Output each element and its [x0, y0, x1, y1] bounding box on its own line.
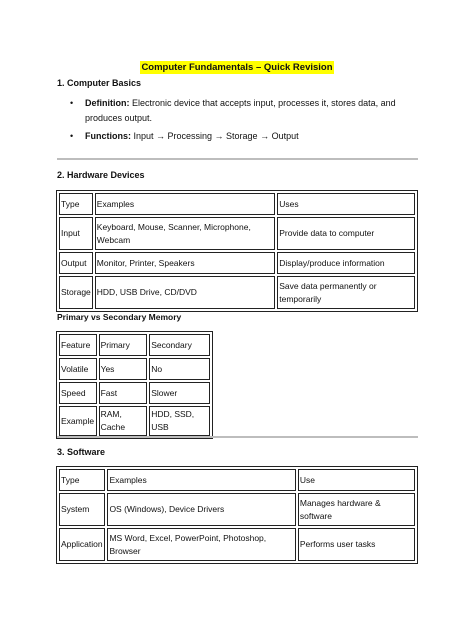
table-cell: Input: [59, 217, 93, 250]
table-header-cell: Type: [59, 469, 105, 491]
table-header-cell: Primary: [99, 334, 148, 356]
bullet-functions: [70, 129, 415, 144]
title-wrap: [0, 57, 474, 75]
table-cell: Speed: [59, 382, 97, 404]
software-table: [56, 466, 418, 564]
section-heading-software: 3. Software: [57, 447, 106, 457]
section-heading-hardware: 2. Hardware Devices: [57, 170, 145, 180]
table-cell: Manages hardware & software: [298, 493, 415, 526]
table-cell: Application: [59, 528, 105, 561]
table-header-cell: Type: [59, 193, 93, 215]
table-row: [59, 252, 415, 274]
bullet-dot-icon: •: [70, 98, 74, 108]
table-row: [59, 217, 415, 250]
table-cell: System: [59, 493, 105, 526]
functions-label: Functions:: [85, 131, 131, 141]
functions-text: [85, 129, 415, 144]
table-header-cell: Use: [298, 469, 415, 491]
functions-body: Input → Processing → Storage → Output: [131, 131, 299, 141]
table-cell: RAM, Cache: [99, 406, 148, 436]
table-header-row: [59, 193, 415, 215]
table-row: [59, 358, 210, 380]
section-heading-basics: 1. Computer Basics: [57, 78, 142, 88]
table-cell: HDD, SSD, USB: [149, 406, 210, 436]
table-cell: No: [149, 358, 210, 380]
table-header-cell: Uses: [277, 193, 415, 215]
table-cell: Keyboard, Mouse, Scanner, Microphone, Webcam: [95, 217, 275, 250]
table-cell: Monitor, Printer, Speakers: [95, 252, 275, 274]
table-cell: Save data permanently or temporarily: [277, 276, 415, 309]
table-header-row: [59, 469, 415, 491]
table-header-cell: Examples: [107, 469, 295, 491]
table-cell: Display/produce information: [277, 252, 415, 274]
table-cell: Volatile: [59, 358, 97, 380]
section-divider: [57, 436, 418, 438]
table-row: [59, 382, 210, 404]
table-cell: HDD, USB Drive, CD/DVD: [95, 276, 275, 309]
table-row: [59, 493, 415, 526]
table-cell: Storage: [59, 276, 93, 309]
table-row: [59, 406, 210, 436]
table-cell: Fast: [99, 382, 148, 404]
page-title: Computer Fundamentals – Quick Revision: [141, 62, 333, 73]
definition-body: Electronic device that accepts input, processes it, stores data, and produces output.: [85, 98, 396, 123]
section-divider: [57, 158, 418, 160]
table-header-cell: Secondary: [149, 334, 210, 356]
memory-table: [56, 331, 213, 439]
table-header-row: [59, 334, 210, 356]
table-cell: Example: [59, 406, 97, 436]
table-cell: Performs user tasks: [298, 528, 415, 561]
memory-heading: Primary vs Secondary Memory: [57, 312, 182, 322]
table-cell: Provide data to computer: [277, 217, 415, 250]
table-row: [59, 276, 415, 309]
bullet-definition: [70, 96, 415, 126]
bullet-dot-icon: •: [70, 131, 74, 141]
table-cell: Yes: [99, 358, 148, 380]
table-header-cell: Feature: [59, 334, 97, 356]
table-cell: MS Word, Excel, PowerPoint, Photoshop, Browser: [107, 528, 295, 561]
table-cell: Output: [59, 252, 93, 274]
table-header-cell: Examples: [95, 193, 275, 215]
hardware-table: [56, 190, 418, 312]
table-cell: OS (Windows), Device Drivers: [107, 493, 295, 526]
table-row: [59, 528, 415, 561]
definition-label: Definition:: [85, 98, 130, 108]
definition-text: [85, 96, 415, 126]
table-cell: Slower: [149, 382, 210, 404]
